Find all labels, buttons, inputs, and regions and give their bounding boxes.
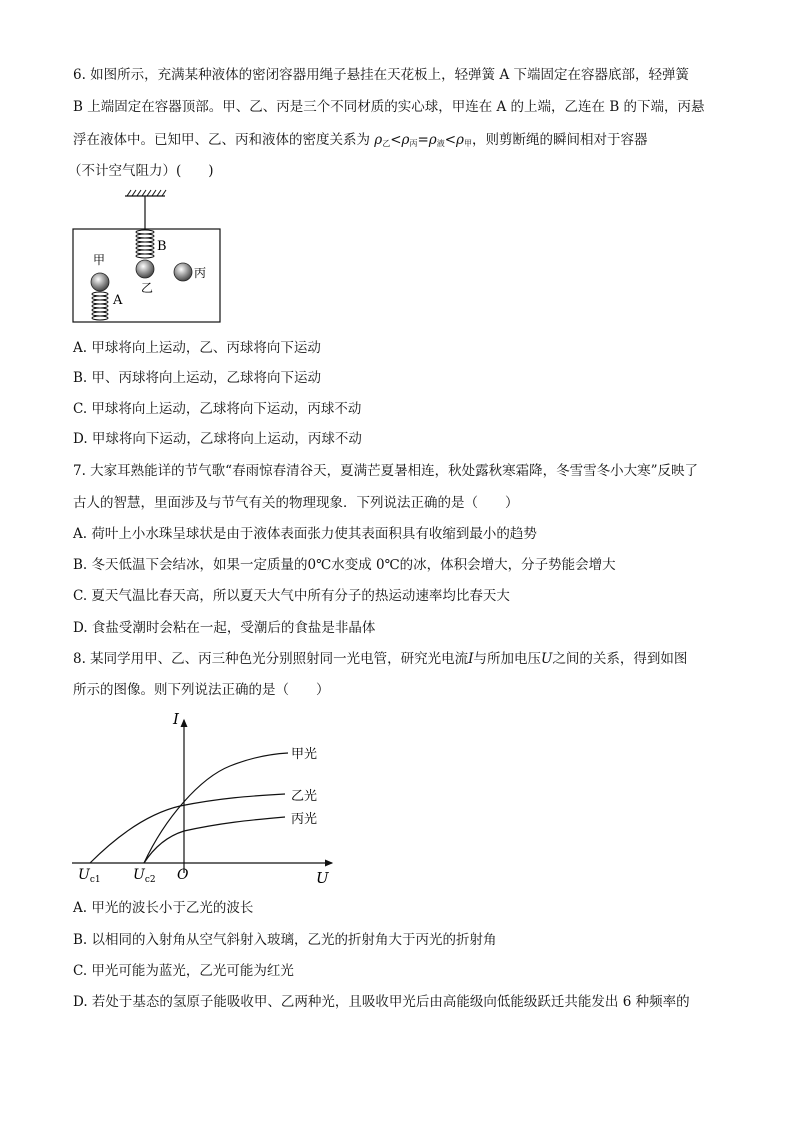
curve-yi — [90, 794, 285, 863]
q8-option-b: B. 以相同的入射角从空气斜射入玻璃，乙光的折射角大于丙光的折射角 — [73, 932, 497, 948]
spring-b — [136, 230, 154, 258]
curve-label-bing: 丙光 — [291, 812, 318, 827]
q6-option-b: B. 甲、丙球将向上运动，乙球将向下运动 — [73, 370, 322, 386]
rho-symbol: ρ — [456, 132, 464, 148]
curve-label-jia: 甲光 — [291, 747, 318, 762]
q6-stem-line3 — [73, 131, 647, 153]
q6-stem-line3-tail: ，则剪断绳的瞬间相对于容器 — [471, 132, 648, 148]
ceiling-hatch — [127, 190, 166, 196]
q8-option-c: C. 甲光可能为蓝光，乙光可能为红光 — [73, 963, 294, 979]
var-u: U — [541, 651, 553, 667]
q8-stem-text-c: 之间的关系，得到如图 — [552, 651, 688, 667]
q7-option-d: D. 食盐受潮时会粘在一起，受潮后的食盐是非晶体 — [73, 620, 376, 636]
lt-symbol: < — [444, 132, 457, 148]
curve-bing — [144, 817, 285, 863]
eq-symbol: = — [417, 132, 429, 148]
q7-option-b: B. 冬天低温下会结冰，如果一定质量的0℃水变成 0℃的冰，体积会增大，分子势能会增大 — [73, 557, 616, 573]
label-b: B — [157, 239, 167, 254]
curve-label-yi: 乙光 — [291, 789, 318, 804]
q6-option-a: A. 甲球将向上运动，乙、丙球将向下运动 — [73, 340, 321, 356]
ball-bing — [174, 263, 192, 281]
q8-option-a: A. 甲光的波长小于乙光的波长 — [73, 900, 254, 916]
axis-label-u: U — [316, 869, 329, 887]
q8-stem-text-b: 与所加电压 — [473, 651, 542, 667]
rho-sub-jia: 甲 — [463, 139, 472, 148]
var-i: I — [468, 651, 474, 667]
q8-stem-text-a: 8. 某同学用甲、乙、丙三种色光分别照射同一光电管，研究光电流 — [73, 651, 469, 667]
spring-a — [92, 292, 108, 320]
q6-stem-line3-text: 浮在液体中。已知甲、乙、丙和液体的密度关系为 — [73, 132, 370, 148]
q6-option-c: C. 甲球将向上运动，乙球将向下运动，丙球不动 — [73, 401, 362, 417]
uc1-label — [78, 867, 101, 885]
q6-container-figure — [70, 188, 230, 328]
q6-option-d: D. 甲球将向下运动，乙球将向上运动，丙球不动 — [73, 431, 362, 447]
q8-stem-line2: 所示的图像。则下列说法正确的是（ ） — [73, 682, 330, 698]
q6-stem-line1: 6. 如图所示，充满某种液体的密闭容器用绳子悬挂在天花板上，轻弹簧 A 下端固定在容器底部，轻弹簧 — [73, 67, 690, 83]
rho-sub-yi: 乙 — [382, 139, 391, 148]
rho-sub-bing: 丙 — [409, 139, 418, 148]
q6-stem-line4: （不计空气阻力）( ) — [68, 163, 214, 179]
rho-sub-ye: 液 — [436, 139, 445, 148]
q8-iv-graph — [70, 708, 345, 890]
ball-jia — [91, 273, 109, 291]
q7-option-c: C. 夏天气温比春天高，所以夏天大气中所有分子的热运动速率均比春天大 — [73, 588, 510, 604]
uc2-label — [133, 867, 156, 885]
origin-label: O — [177, 867, 189, 883]
q6-stem-line2: B 上端固定在容器顶部。甲、乙、丙是三个不同材质的实心球，甲连在 A 的上端，乙连在 B 的下端，丙悬 — [73, 99, 705, 115]
rho-symbol: ρ — [374, 132, 383, 148]
rho-symbol: ρ — [401, 132, 410, 148]
uc2-symbol: U — [133, 867, 145, 883]
label-a: A — [113, 293, 123, 308]
q7-stem-line2: 古人的智慧，里面涉及与节气有关的物理现象．下列说法正确的是（ ） — [73, 495, 519, 511]
ball-yi — [136, 260, 154, 278]
q7-option-a: A. 荷叶上小水珠呈球状是由于液体表面张力使其表面积具有收缩到最小的趋势 — [73, 526, 537, 542]
label-jia: 甲 — [93, 253, 106, 267]
label-bing: 丙 — [194, 266, 207, 280]
uc2-subscript: c2 — [144, 875, 156, 885]
curve-jia — [144, 753, 288, 863]
uc1-symbol: U — [78, 867, 90, 883]
uc1-subscript: c1 — [89, 875, 101, 885]
q7-stem-line1: 7. 大家耳熟能详的节气歌“春雨惊春清谷天，夏满芒夏暑相连，秋处露秋寒霜降，冬雪雪冬小大寒”反映了 — [73, 463, 698, 479]
q8-option-d: D. 若处于基态的氢原子能吸收甲、乙两种光，且吸收甲光后由高能级向低能级跃迁共能发出 6 种频率的 — [73, 994, 690, 1010]
label-yi: 乙 — [141, 281, 154, 295]
q8-stem-line1 — [73, 650, 687, 668]
axis-label-i: I — [173, 710, 179, 728]
rho-symbol: ρ — [428, 132, 437, 148]
lt-symbol: < — [390, 132, 402, 148]
